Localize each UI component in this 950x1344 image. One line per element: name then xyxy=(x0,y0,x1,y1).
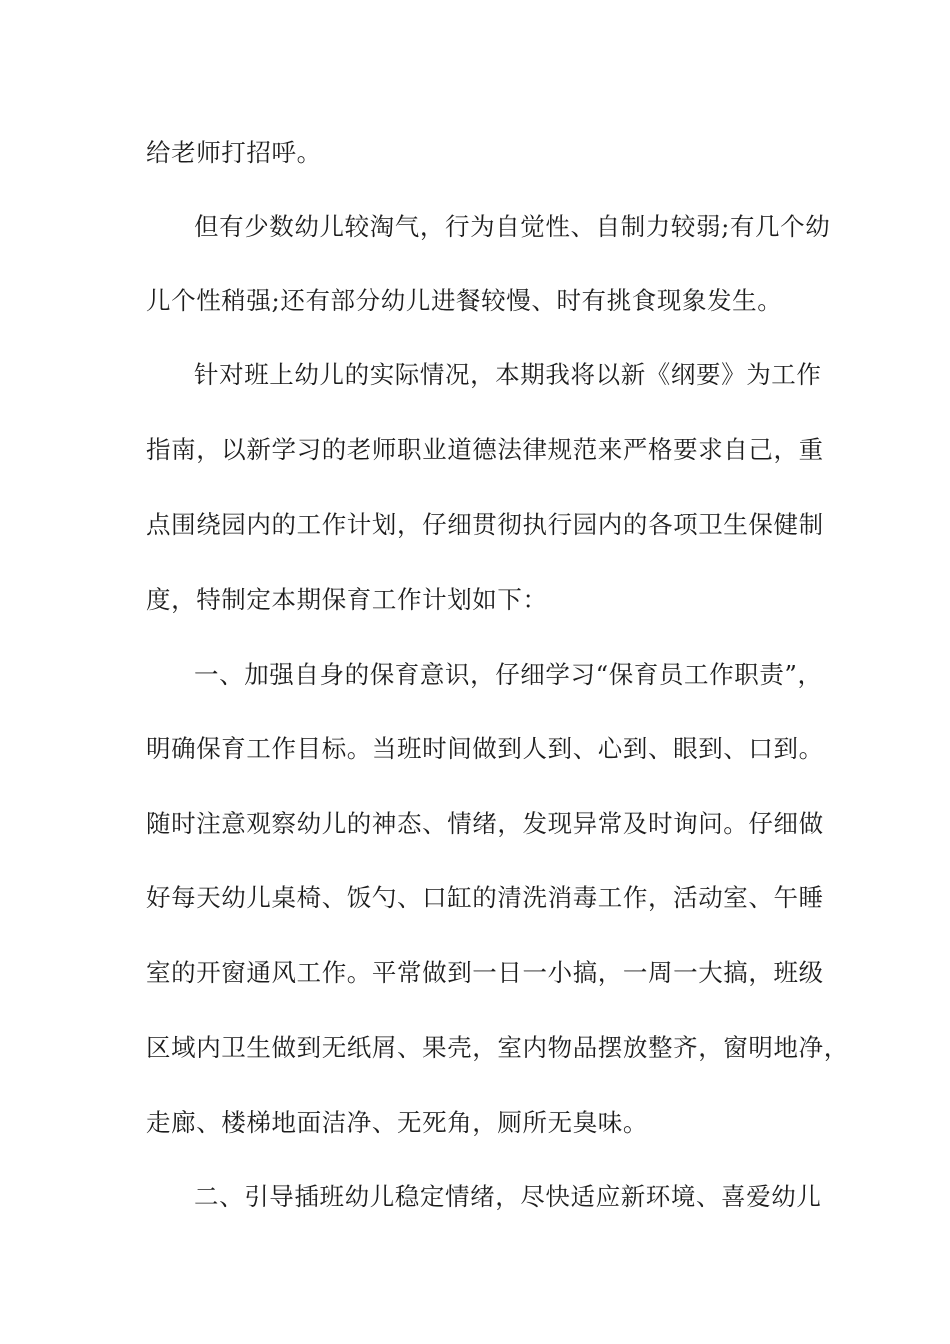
text-line-15: 二、引导插班幼儿稳定情绪，尽快适应新环境、喜爱幼儿 xyxy=(194,1182,822,1211)
text-line-13: 区域内卫生做到无纸屑、果壳，室内物品摆放整齐，窗明地净， xyxy=(146,1033,849,1062)
text-line-4: 针对班上幼儿的实际情况，本期我将以新《纲要》为工作 xyxy=(194,360,822,389)
text-line-8: 一、加强自身的保育意识，仔细学习“保育员工作职责”， xyxy=(194,660,823,689)
text-line-7: 度，特制定本期保育工作计划如下： xyxy=(146,585,548,614)
text-line-1: 给老师打招呼。 xyxy=(146,138,322,167)
text-line-2: 但有少数幼儿较淘气，行为自觉性、自制力较弱;有几个幼 xyxy=(194,212,831,241)
text-line-6: 点围绕园内的工作计划，仔细贯彻执行园内的各项卫生保健制 xyxy=(146,510,824,539)
text-line-12: 室的开窗通风工作。平常做到一日一小搞，一周一大搞，班级 xyxy=(146,958,824,987)
text-line-10: 随时注意观察幼儿的神态、情绪，发现异常及时询问。仔细做 xyxy=(146,809,824,838)
text-line-14: 走廊、楼梯地面洁净、无死角，厕所无臭味。 xyxy=(146,1108,648,1137)
text-line-3: 儿个性稍强;还有部分幼儿进餐较慢、时有挑食现象发生。 xyxy=(146,286,783,315)
text-line-5: 指南，以新学习的老师职业道德法律规范来严格要求自己，重 xyxy=(146,435,824,464)
text-line-11: 好每天幼儿桌椅、饭勺、口缸的清洗消毒工作，活动室、午睡 xyxy=(146,883,824,912)
text-line-9: 明确保育工作目标。当班时间做到人到、心到、眼到、口到。 xyxy=(146,734,824,763)
